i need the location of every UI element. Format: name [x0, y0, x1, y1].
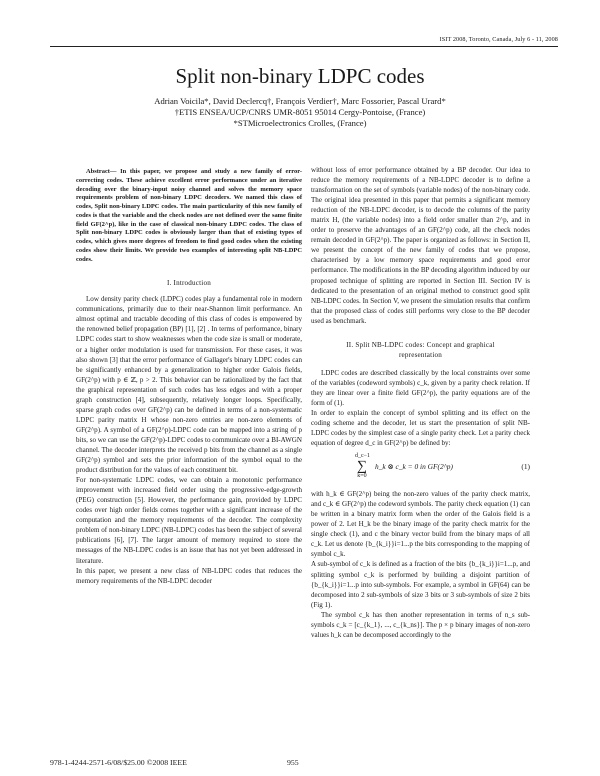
section-heading-line-2: representation — [399, 350, 442, 359]
summation-operator — [355, 453, 369, 480]
copyright-footer: 978-1-4244-2571-6/08/$25.00 ©2008 IEEE — [50, 758, 187, 767]
conference-label: ISIT 2008, Toronto, Canada, July 6 - 11, 2008 — [439, 36, 558, 43]
left-column — [76, 168, 302, 586]
section2-paragraph-1: LDPC codes are described classically by the local constraints over some of the variables (codeword symbols) c_k, given by a parity check relation. If they are linear over a finite field GF(2^p), the parity equations are of the form of (1). — [311, 368, 530, 407]
affiliation-1: †ETIS ENSEA/UCP/CNRS UMR-8051 95014 Cergy-Pontoise, (France) — [174, 107, 426, 117]
author-block — [0, 96, 600, 129]
summation-lower-limit: k=0 — [357, 473, 367, 480]
section-heading-split-codes — [311, 340, 530, 360]
section2-paragraph-5: The symbol c_k has then another representation in terms of n_s sub-symbols c_k = [c_{k_1}, ..., c_{k_ns}]. The p × p binary images of non-zero values h_k can be decomposed accordingly to the — [311, 610, 530, 639]
sigma-icon: ∑ — [357, 459, 367, 475]
section-heading-line-1: II. Split NB-LDPC codes: Concept and graphical — [346, 340, 495, 349]
section2-paragraph-4: A sub-symbol of c_k is defined as a fraction of the bits {b_{k_i}}i=1...p, and splitting symbol c_k is performed by building a disjoint partition of {b_{k_i}}i=1...p into sub-symbols. For example, a symbol in GF(64) can be decomposed into 2 sub-symbols of size 3 bits or 3 sub-symbols of size 2 bits (Fig 1). — [311, 560, 530, 609]
abstract: Abstract— In this paper, we propose and study a new family of error-correcting codes. These achieve excellent error performance under an iterative decoding over the binary-input noisy channel and solves the memory space requirements problem of non-binary LDPC decoders. We named this class of codes, Split non-binary LDPC codes. The main particularity of this new family of codes is that the variable and the check nodes are not defined over the same finite field GF(2^p), like in the case of classical non-binary LDPC codes. The class of Split non-binary LDPC codes is obviously larger than that of existing types of codes, which gives more degrees of freedom to find good codes when the existing codes show their limits. We provide two examples of interesting split NB-LDPC codes. — [76, 168, 302, 263]
page-number: 955 — [287, 758, 299, 767]
equation-body: h_k ⊗ c_k = 0 in GF(2^p) — [375, 462, 453, 472]
header-rule — [50, 46, 558, 47]
intro-paragraph-1: Low density parity check (LDPC) codes play a fundamental role in modern communications, primarily due to their near-Shannon limit performance. An almost optimal and tractable decoding of this class of codes is empowered by the renowned belief propagation (BP) [1], [2] . In terms of performance, binary LDPC codes start to show weaknesses when the code size is small or moderate, or a higher order modulation is used for transmission. For these cases, it was also shown [3] that the error performance of Gallager's binary LDPC codes can be significantly enhanced by a generalization to higher order Galois fields, GF(2^p) with p ∈ ℤ, p > 2. This behavior can be rationalized by the fact that the graphical representation of such codes has less edges and with a proper graph construction [4], subsequently, relatively longer loops. Specifically, sparse graph codes over GF(2^p) can be defined in terms of a non-systematic LDPC parity matrix H whose non-zero entries are non-zero elements of GF(2^p). A symbol of a GF(2^p)-LDPC code can be mapped into a string of p bits, so we can use the GF(2^p)-LDPC codes to communicate over a BI-AWGN channel. The decoder interprets the received p bits from the channel as a single GF(2^p) symbol and sets the prior information of the symbol equal to the product distribution for the values of each constituent bit. — [76, 295, 302, 475]
section2-paragraph-3: with h_k ∈ GF(2^p) being the non-zero values of the parity check matrix, and c_k ∈ GF(2^p) the codeword symbols. The parity check equation (1) can be written in a binary matrix form when the order of the Galois field is a power of 2. Let H_k be the binary image of the parity check matrix for the single check (1), and c the binary vector build from the binary maps of all c_k. Let us denote {b_{k_i}}i=1...p the bits corresponding to the mapping of symbol c_k. — [311, 490, 530, 559]
summation-upper-limit: d_c−1 — [355, 453, 371, 460]
intro-paragraph-3: In this paper, we present a new class of NB-LDPC codes that reduces the memory requirements of the NB-LDPC decoder — [76, 566, 302, 585]
author-names: Adrian Voicila*, David Declercq†, François Verdier†, Marc Fossorier, Pascal Urard* — [154, 96, 446, 106]
section-heading-introduction: I. Introduction — [167, 279, 211, 288]
equation-1 — [311, 453, 530, 483]
affiliation-2: *STMicroelectronics Crolles, (France) — [233, 118, 367, 128]
paper-title: Split non-binary LDPC codes — [175, 64, 425, 88]
section2-paragraph-2: In order to explain the concept of symbol splitting and its effect on the coding scheme and the decoder, let us start the presentation of split NB-LDPC codes by the simplest case of a single parity check. Let a parity check equation of degree d_c in GF(2^p) be defined by: — [311, 408, 530, 448]
equation-number: (1) — [521, 462, 530, 472]
right-column — [311, 165, 530, 640]
intro-paragraph-2: For non-systematic LDPC codes, we can obtain a monotonic performance improvement with increased field order using the progressive-edge-growth (PEG) construction [5]. However, the performance gain, provided by LDPC codes over high order fields comes together with a significant increase of the computation and the memory requirements of the decoder. The complexity problem of non-binary LDPC (NB-LDPC) codes has been the subject of several publications [6], [7]. The larger amount of memory required to store the messages of the NB-LDPC codes is an issue that has not yet been addressed in literature. — [76, 476, 302, 565]
intro-paragraph-4: without loss of error performance obtained by a BP decoder. Our idea to reduce the memory requirements of a NB-LDPC decoder is to define a transformation on the set of symbols (variable nodes) of the non-binary code. The original idea presented in this paper that permits a significant memory reduction of the NB-LDPC decoder, is to decode the columns of the parity matrix H, (the variable nodes) into a field order smaller than 2^p, and in order to preserve the advantages of an GF(2^p) code, all the check nodes remain decoded in GF(2^p). The paper is organized as follows: in Section II, we present the concept of the new family of codes that we propose, characterised by a low memory space requirements and good error performance. The modifications in the BP decoding algorithm induced by our proposed technique of splitting are reported in Section III. Section IV is dedicated to the presentation of an original method to construct good split NB-LDPC codes. In Section V, we present the simulation results that confirm that the proposed class of codes still performs very close to the BP decoder used as benchmark. — [311, 166, 530, 325]
